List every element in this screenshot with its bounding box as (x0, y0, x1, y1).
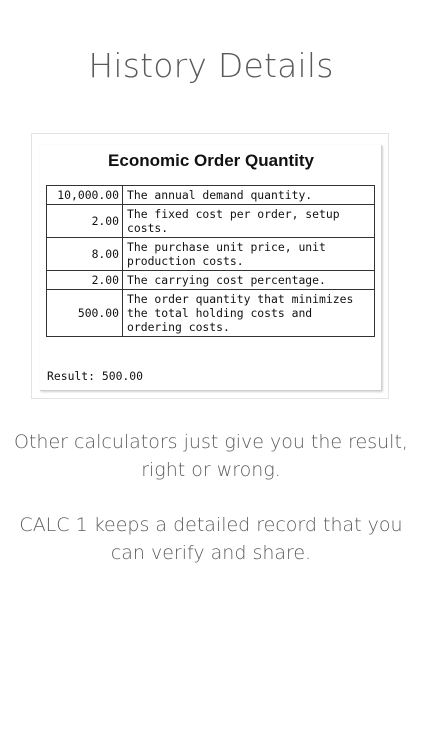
row-value: 8.00 (47, 238, 123, 271)
table-row (47, 271, 375, 290)
result-line: Result: 500.00 (47, 369, 144, 383)
row-description: The annual demand quantity. (123, 186, 375, 205)
row-description: The purchase unit price, unit production costs. (123, 238, 375, 271)
table-row (47, 186, 375, 205)
page-title: History Details (88, 46, 334, 85)
record-table (46, 185, 375, 337)
table-row (47, 238, 375, 271)
history-record-card (40, 145, 382, 391)
table-row (47, 205, 375, 238)
row-value: 500.00 (47, 290, 123, 337)
row-description: The order quantity that minimizes the total holding costs and ordering costs. (123, 290, 375, 337)
row-description: The fixed cost per order, setup costs. (123, 205, 375, 238)
row-value: 10,000.00 (47, 186, 123, 205)
caption-other-calculators: Other calculators just give you the result, right or wrong. (14, 431, 408, 481)
table-row (47, 290, 375, 337)
calculation-title: Economic Order Quantity (108, 151, 314, 170)
row-value: 2.00 (47, 271, 123, 290)
row-value: 2.00 (47, 205, 123, 238)
row-description: The carrying cost percentage. (123, 271, 375, 290)
caption-calc1-record: CALC 1 keeps a detailed record that you can verify and share. (19, 514, 403, 564)
